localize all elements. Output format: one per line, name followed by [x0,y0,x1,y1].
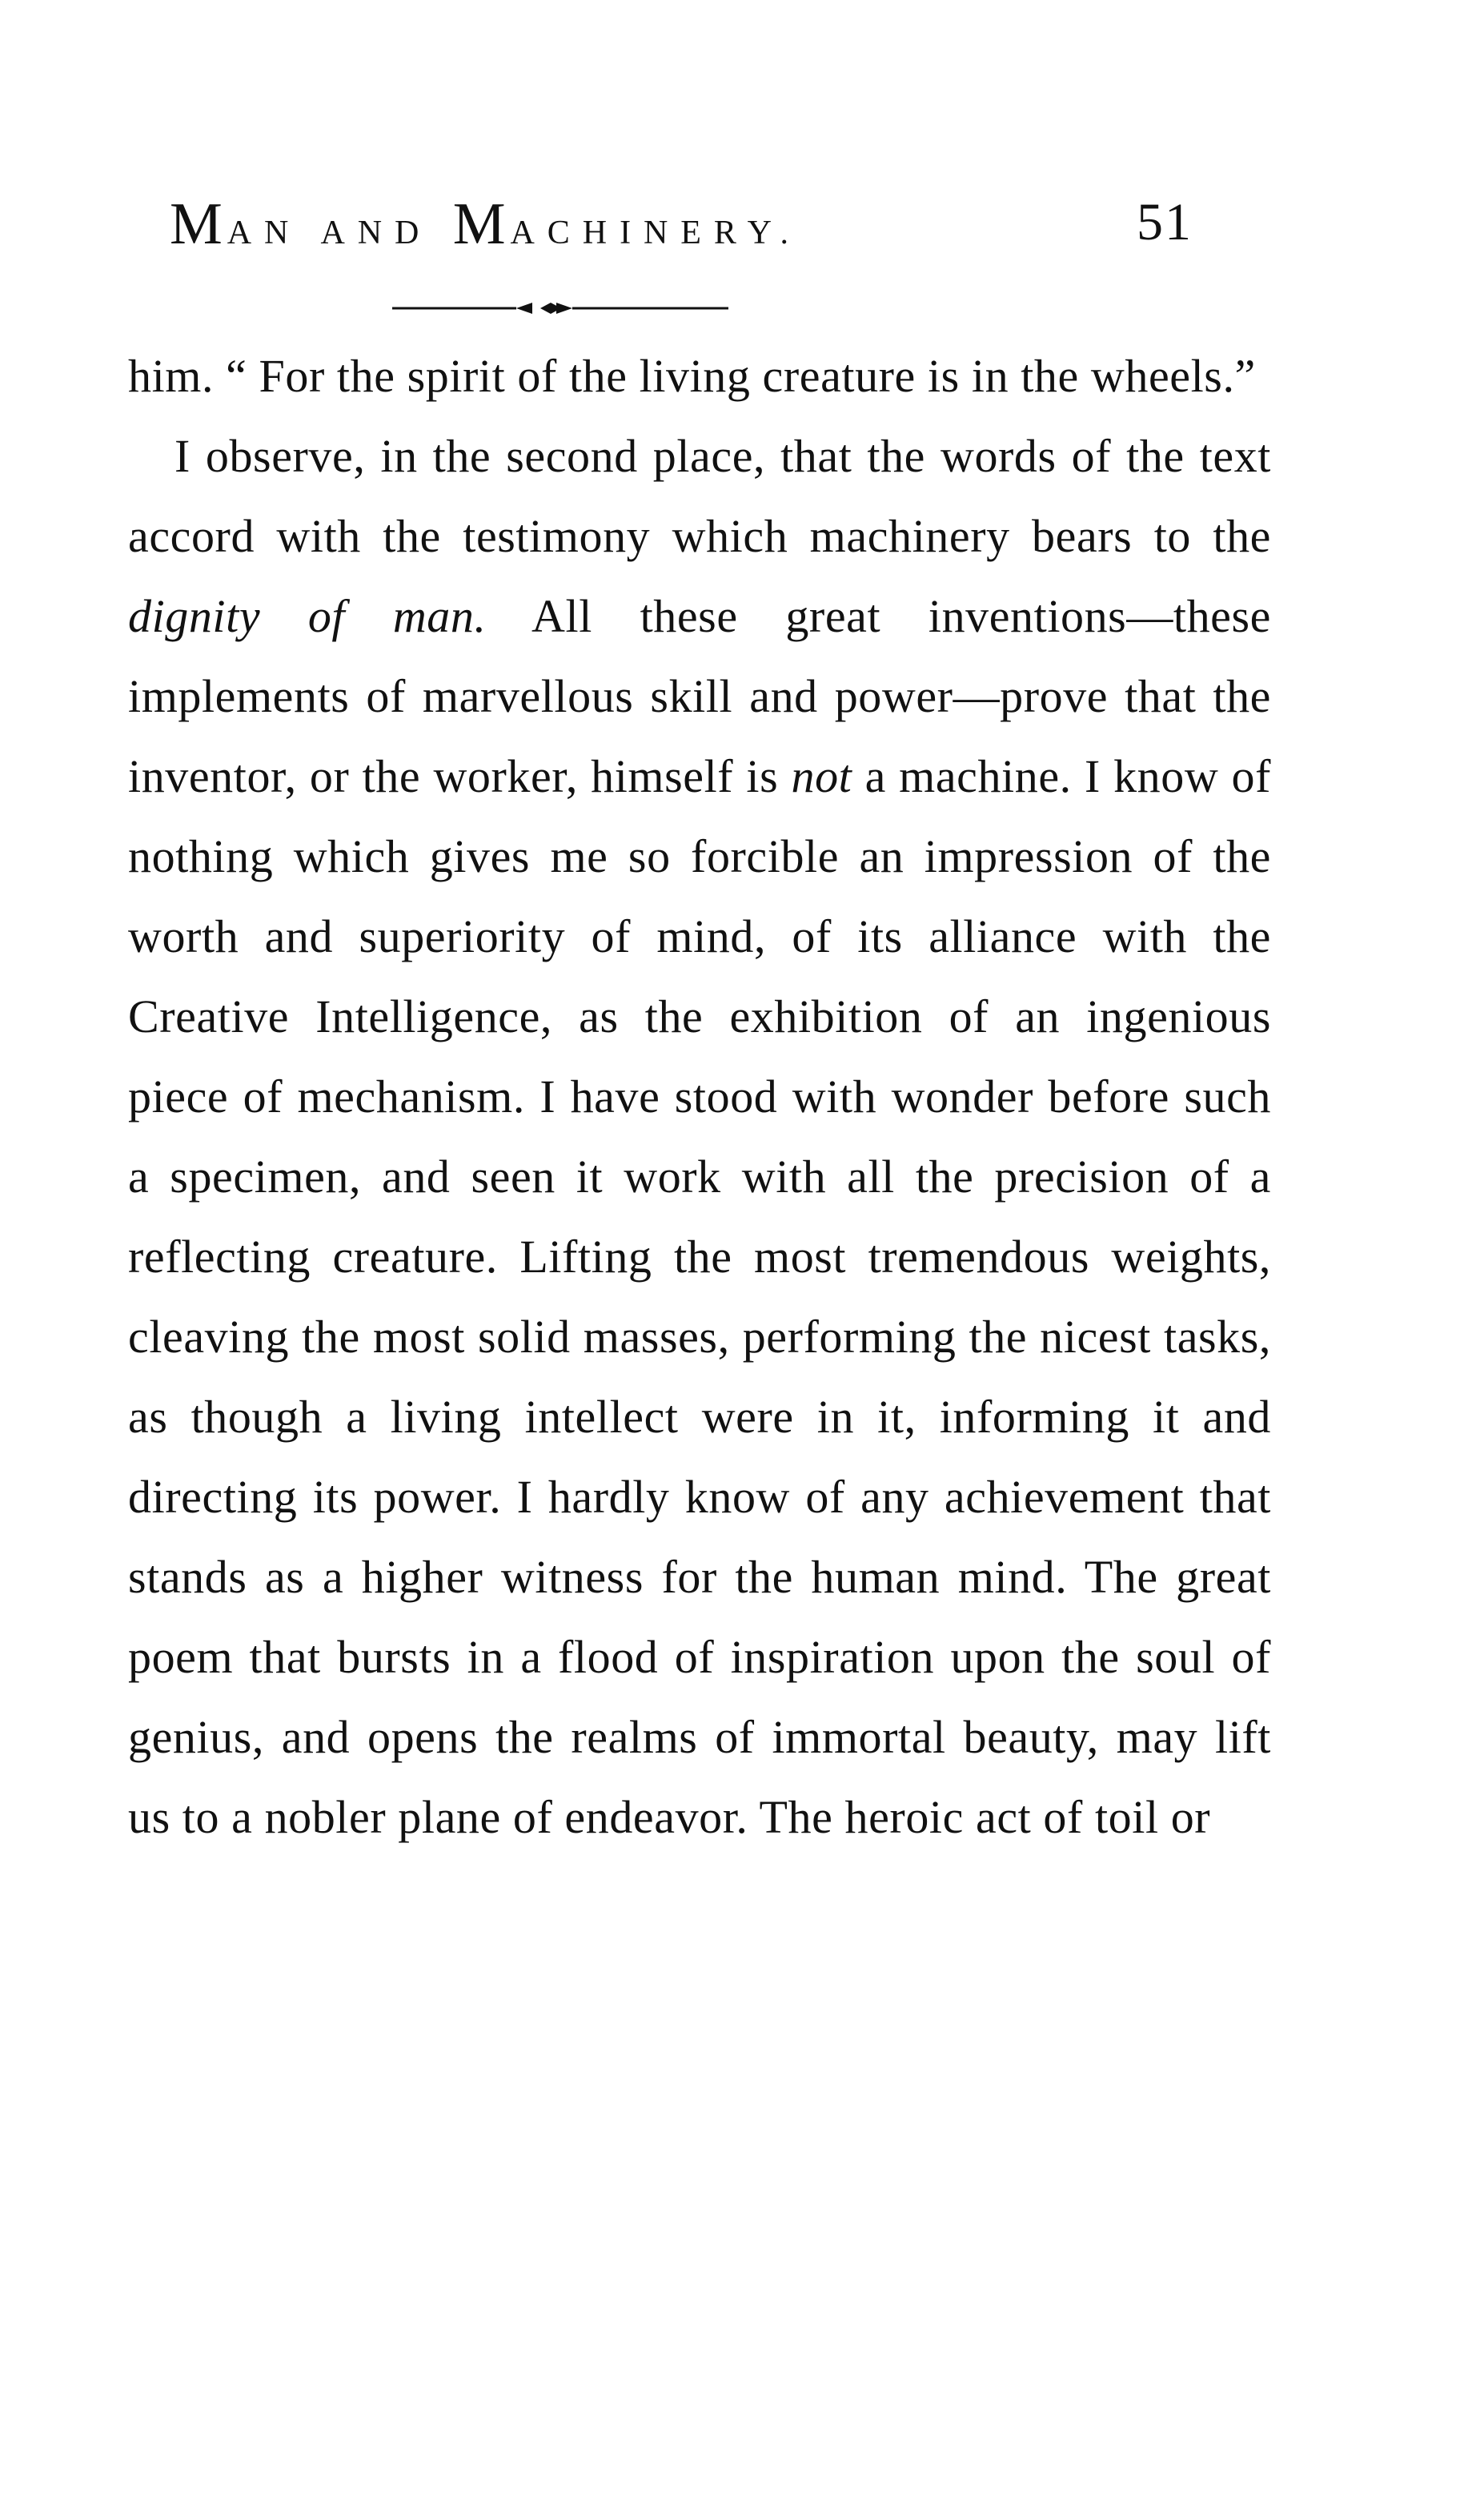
running-title [170,191,801,259]
title-word-achinery: ACHINERY. [510,215,801,251]
paragraph-main [128,416,1271,1857]
emphasis-dignity-of-man: dignity of man. [128,590,487,642]
main-body-text [128,336,1271,1857]
emphasis-not: not [791,750,852,802]
header-rule-ornament [392,296,728,320]
paragraph-main-part-2: All these great inventions—these implements of marvellous skill and power—prove that the inventor, or the worker, himself is [128,590,1271,802]
title-initial-m: M [170,191,227,257]
title-initial-m-second: M [452,191,511,257]
paragraph-main-part-1: I observe, in the second place, that the words of the text accord with the testimony which machinery bears to the [128,430,1271,562]
page-number: 51 [1137,193,1193,251]
paragraph-continuation: him. “ For the spirit of the living creature is in the wheels.” [128,350,1256,402]
paragraph-main-part-3: a machine. I know of nothing which gives me so forcible an impression of the worth and superiority of mind, of its alliance with the Creative Intelligence, as the exhibition of an ingenious piece of mechanism. I have stood with wonder before such a specimen, and seen it work with all the precision of a reflecting creature. Lifting the most tremendous weights, cleaving the most solid masses, performing the nicest tasks, as though a living intellect were in it, informing it and directing its power. I hardly know of any achievement that stands as a higher witness for the human mind. The great poem that bursts in a flood of inspiration upon the soul of genius, and opens the realms of immortal beauty, may lift us to a nobler plane of endeavor. The heroic act of toil or [128,750,1271,1843]
title-word-an: AN [227,215,302,251]
title-word-and: AND [301,215,453,251]
